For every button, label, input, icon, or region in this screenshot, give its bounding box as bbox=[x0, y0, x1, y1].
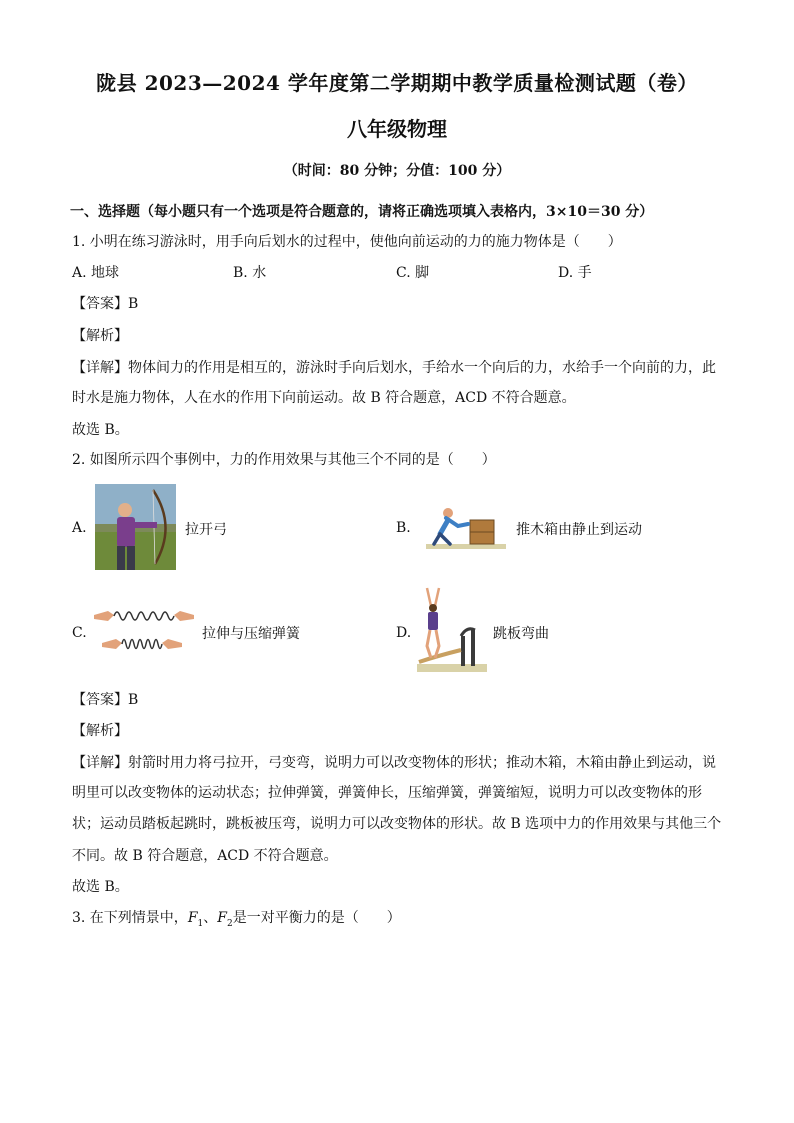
q2-option-d-letter: D. bbox=[396, 625, 412, 641]
q1-conclusion: 故选 B。 bbox=[72, 422, 129, 438]
q2-stem: 2. 如图所示四个事例中，力的作用效果与其他三个不同的是（ ） bbox=[72, 452, 496, 468]
q1-option-b: B. 水 bbox=[233, 265, 267, 281]
q2-detail-line-2: 明里可以改变物体的运动状态；拉伸弹簧，弹簧伸长，压缩弹簧，弹簧缩短，说明力可以改变物体的形 bbox=[72, 785, 702, 801]
q2-option-b-letter: B. bbox=[396, 520, 411, 536]
q3-separator: 、 bbox=[203, 910, 218, 926]
q2-analysis-label: 【解析】 bbox=[72, 723, 128, 739]
q3-stem bbox=[72, 908, 401, 934]
push-box-image bbox=[418, 504, 508, 550]
q1-analysis-label: 【解析】 bbox=[72, 328, 128, 344]
diving-board-image bbox=[417, 586, 487, 672]
q3-stem-suffix: 是一对平衡力的是（ ） bbox=[232, 910, 401, 926]
q3-f2-subscript: 2 bbox=[226, 918, 233, 929]
q3-f2-symbol: F bbox=[217, 910, 227, 926]
q3-f1-subscript: 1 bbox=[197, 918, 204, 929]
exam-title: 陇县 2023—2024 学年度第二学期期中教学质量检测试题（卷） bbox=[96, 71, 698, 95]
q2-detail-line-4: 不同。故 B 符合题意，ACD 不符合题意。 bbox=[72, 848, 338, 864]
q1-option-c: C. 脚 bbox=[396, 265, 430, 281]
q2-option-c-letter: C. bbox=[72, 625, 87, 641]
q2-conclusion: 故选 B。 bbox=[72, 879, 129, 895]
archer-image bbox=[95, 484, 176, 570]
q1-answer: 【答案】B bbox=[72, 296, 139, 312]
q3-f1-symbol: F bbox=[187, 910, 198, 926]
q2-detail-line-1: 【详解】射箭时用力将弓拉开，弓变弯，说明力可以改变物体的形状；推动木箱，木箱由静止到运动，说 bbox=[72, 755, 716, 771]
q1-option-a: A. 地球 bbox=[72, 265, 120, 281]
q2-option-d-caption: 跳板弯曲 bbox=[493, 626, 549, 642]
q1-detail-line-2: 时水是施力物体，人在水的作用下向前运动。故 B 符合题意，ACD 不符合题意。 bbox=[72, 390, 576, 406]
q1-option-d: D. 手 bbox=[558, 265, 592, 281]
exam-subject: 八年级物理 bbox=[347, 117, 447, 141]
section-heading: 一、选择题（每小题只有一个选项是符合题意的，请将正确选项填入表格内，3×10＝30 分） bbox=[70, 204, 654, 220]
q2-detail-line-3: 状；运动员踏板起跳时，跳板被压弯，说明力可以改变物体的形状。故 B 选项中力的作用效果与其他三个 bbox=[72, 816, 722, 832]
exam-info: （时间：80 分钟；分值：100 分） bbox=[283, 163, 511, 179]
q1-detail-line-1: 【详解】物体间力的作用是相互的，游泳时手向后划水，手给水一个向后的力，水给手一个向前的力，此 bbox=[72, 360, 716, 376]
q2-option-c-caption: 拉伸与压缩弹簧 bbox=[202, 626, 300, 642]
q2-option-b-caption: 推木箱由静止到运动 bbox=[516, 522, 642, 538]
q1-stem: 1. 小明在练习游泳时，用手向后划水的过程中，使他向前运动的力的施力物体是（ ） bbox=[72, 234, 622, 250]
q3-stem-prefix: 3. 在下列情景中， bbox=[72, 910, 188, 926]
q2-answer: 【答案】B bbox=[72, 692, 139, 708]
q2-option-a-letter: A. bbox=[72, 520, 87, 536]
springs-image bbox=[94, 603, 194, 657]
q2-option-a-caption: 拉开弓 bbox=[185, 522, 227, 538]
